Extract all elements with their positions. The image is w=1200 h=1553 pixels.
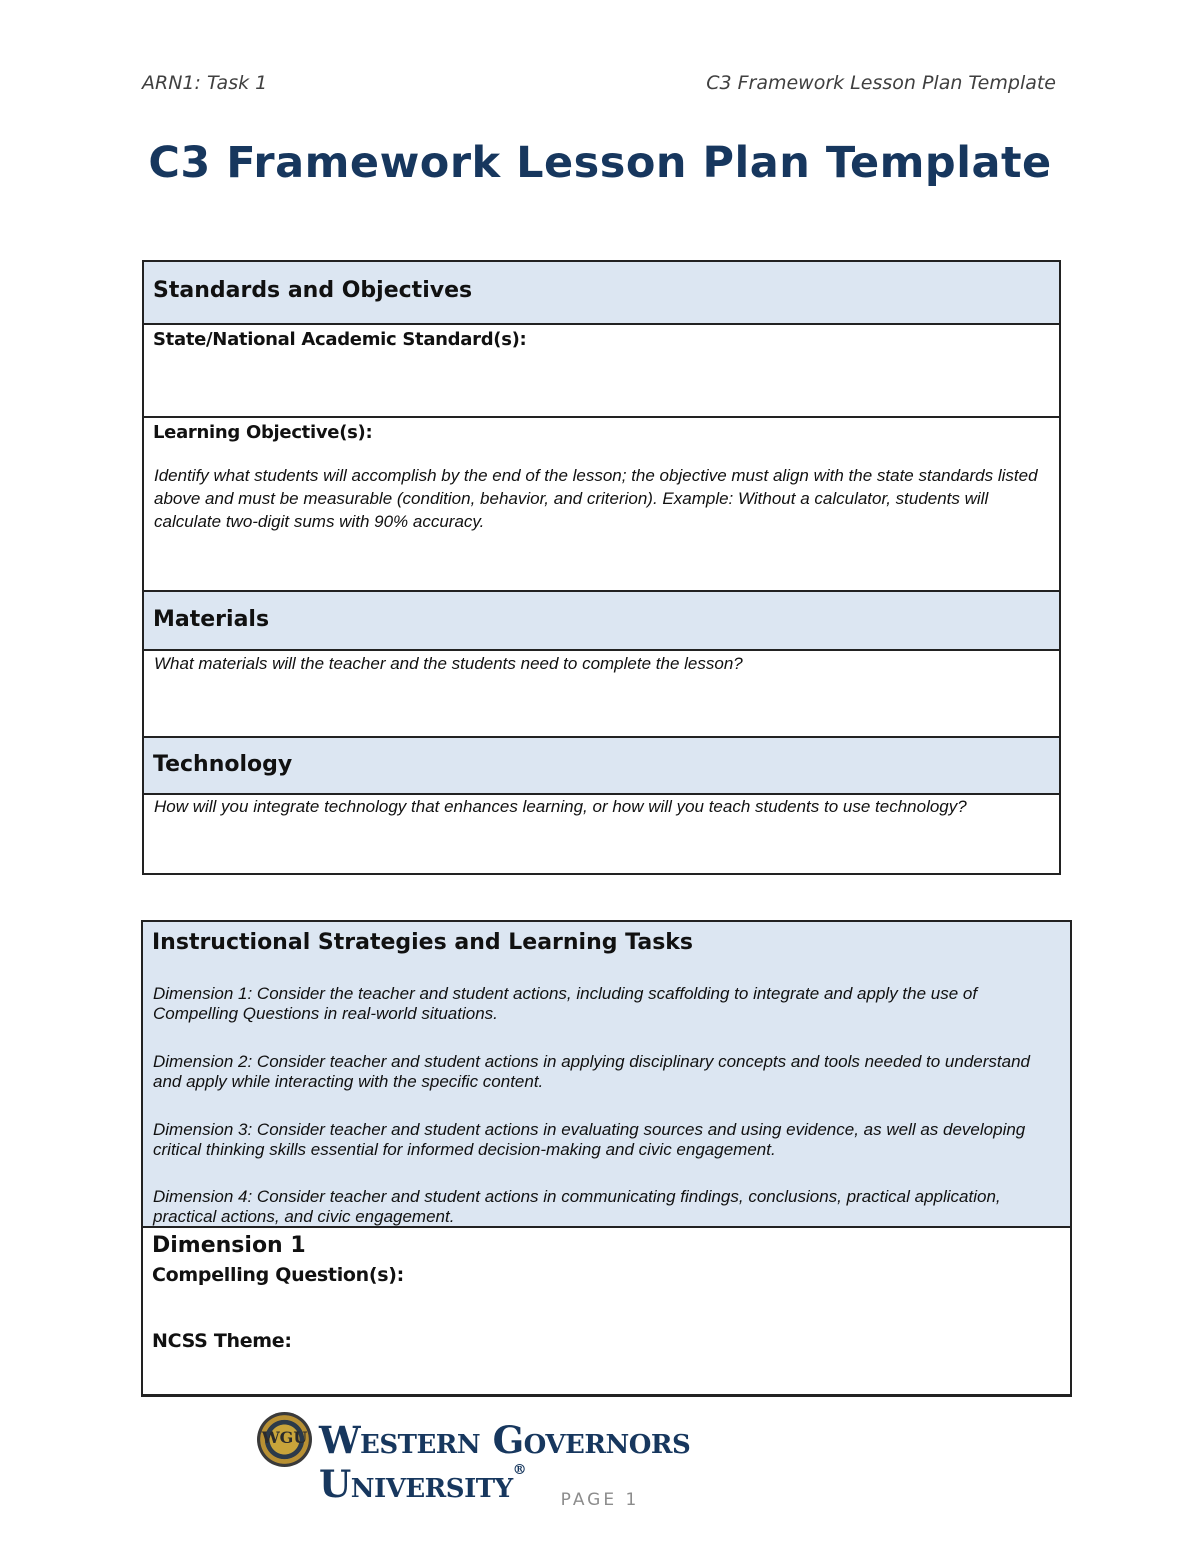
strategies-heading-row	[143, 922, 1070, 1228]
wordmark-text: Western Governors University	[319, 1418, 691, 1506]
dimension-2-description: Dimension 2: Consider teacher and student actions in applying disciplinary concepts and tools needed to understand and apply while interacting with the specific content.	[153, 1052, 1030, 1091]
standards-row[interactable]	[144, 325, 1059, 418]
standards-heading-row	[144, 262, 1059, 325]
compelling-questions-label: Compelling Question(s):	[152, 1264, 404, 1286]
materials-heading-row	[144, 592, 1059, 651]
lesson-plan-table	[142, 260, 1061, 875]
dimension-3-description: Dimension 3: Consider teacher and student actions in evaluating sources and using evidence, as well as developing critical thinking skills essential for informed decision-making and civic engagement.	[153, 1120, 1026, 1159]
standards-heading: Standards and Objectives	[153, 278, 473, 303]
technology-heading: Technology	[153, 752, 293, 777]
header-left: ARN1: Task 1	[142, 72, 268, 94]
ncss-theme-label: NCSS Theme:	[152, 1330, 292, 1352]
materials-prompt: What materials will the teacher and the students need to complete the lesson?	[154, 654, 743, 673]
objectives-label: Learning Objective(s):	[153, 422, 373, 443]
materials-row[interactable]	[144, 651, 1059, 738]
page-title: C3 Framework Lesson Plan Template	[148, 138, 1052, 188]
technology-row[interactable]	[144, 795, 1059, 873]
technology-heading-row	[144, 738, 1059, 795]
materials-heading: Materials	[153, 607, 270, 632]
seal-text: WGU	[261, 1428, 308, 1447]
dimension-1-heading: Dimension 1	[152, 1233, 306, 1258]
instructional-strategies-table	[141, 920, 1072, 1397]
technology-prompt: How will you integrate technology that enhances learning, or how will you teach students to use technology?	[154, 797, 967, 816]
dimension-1-row[interactable]	[143, 1228, 1070, 1394]
dimension-4-description: Dimension 4: Consider teacher and student actions in communicating findings, conclusions, practical application, practical actions, and civic engagement.	[153, 1187, 1001, 1226]
header-right: C3 Framework Lesson Plan Template	[706, 72, 1056, 94]
page-number: PAGE 1	[560, 1490, 640, 1510]
dimension-1-description: Dimension 1: Consider the teacher and student actions, including scaffolding to integrate and apply the use of Compelling Questions in real-world situations.	[153, 984, 978, 1023]
standards-label: State/National Academic Standard(s):	[153, 329, 527, 350]
trademark-symbol: ®	[512, 1462, 527, 1478]
objectives-row[interactable]	[144, 418, 1059, 592]
objectives-instructions: Identify what students will accomplish by the end of the lesson; the objective must align with the state standards listed above and must be measurable (condition, behavior, and criterion). Example: Without a calculator, students will calculate two-digit sums with 90% accuracy.	[154, 466, 1038, 531]
strategies-heading: Instructional Strategies and Learning Tasks	[152, 930, 694, 955]
